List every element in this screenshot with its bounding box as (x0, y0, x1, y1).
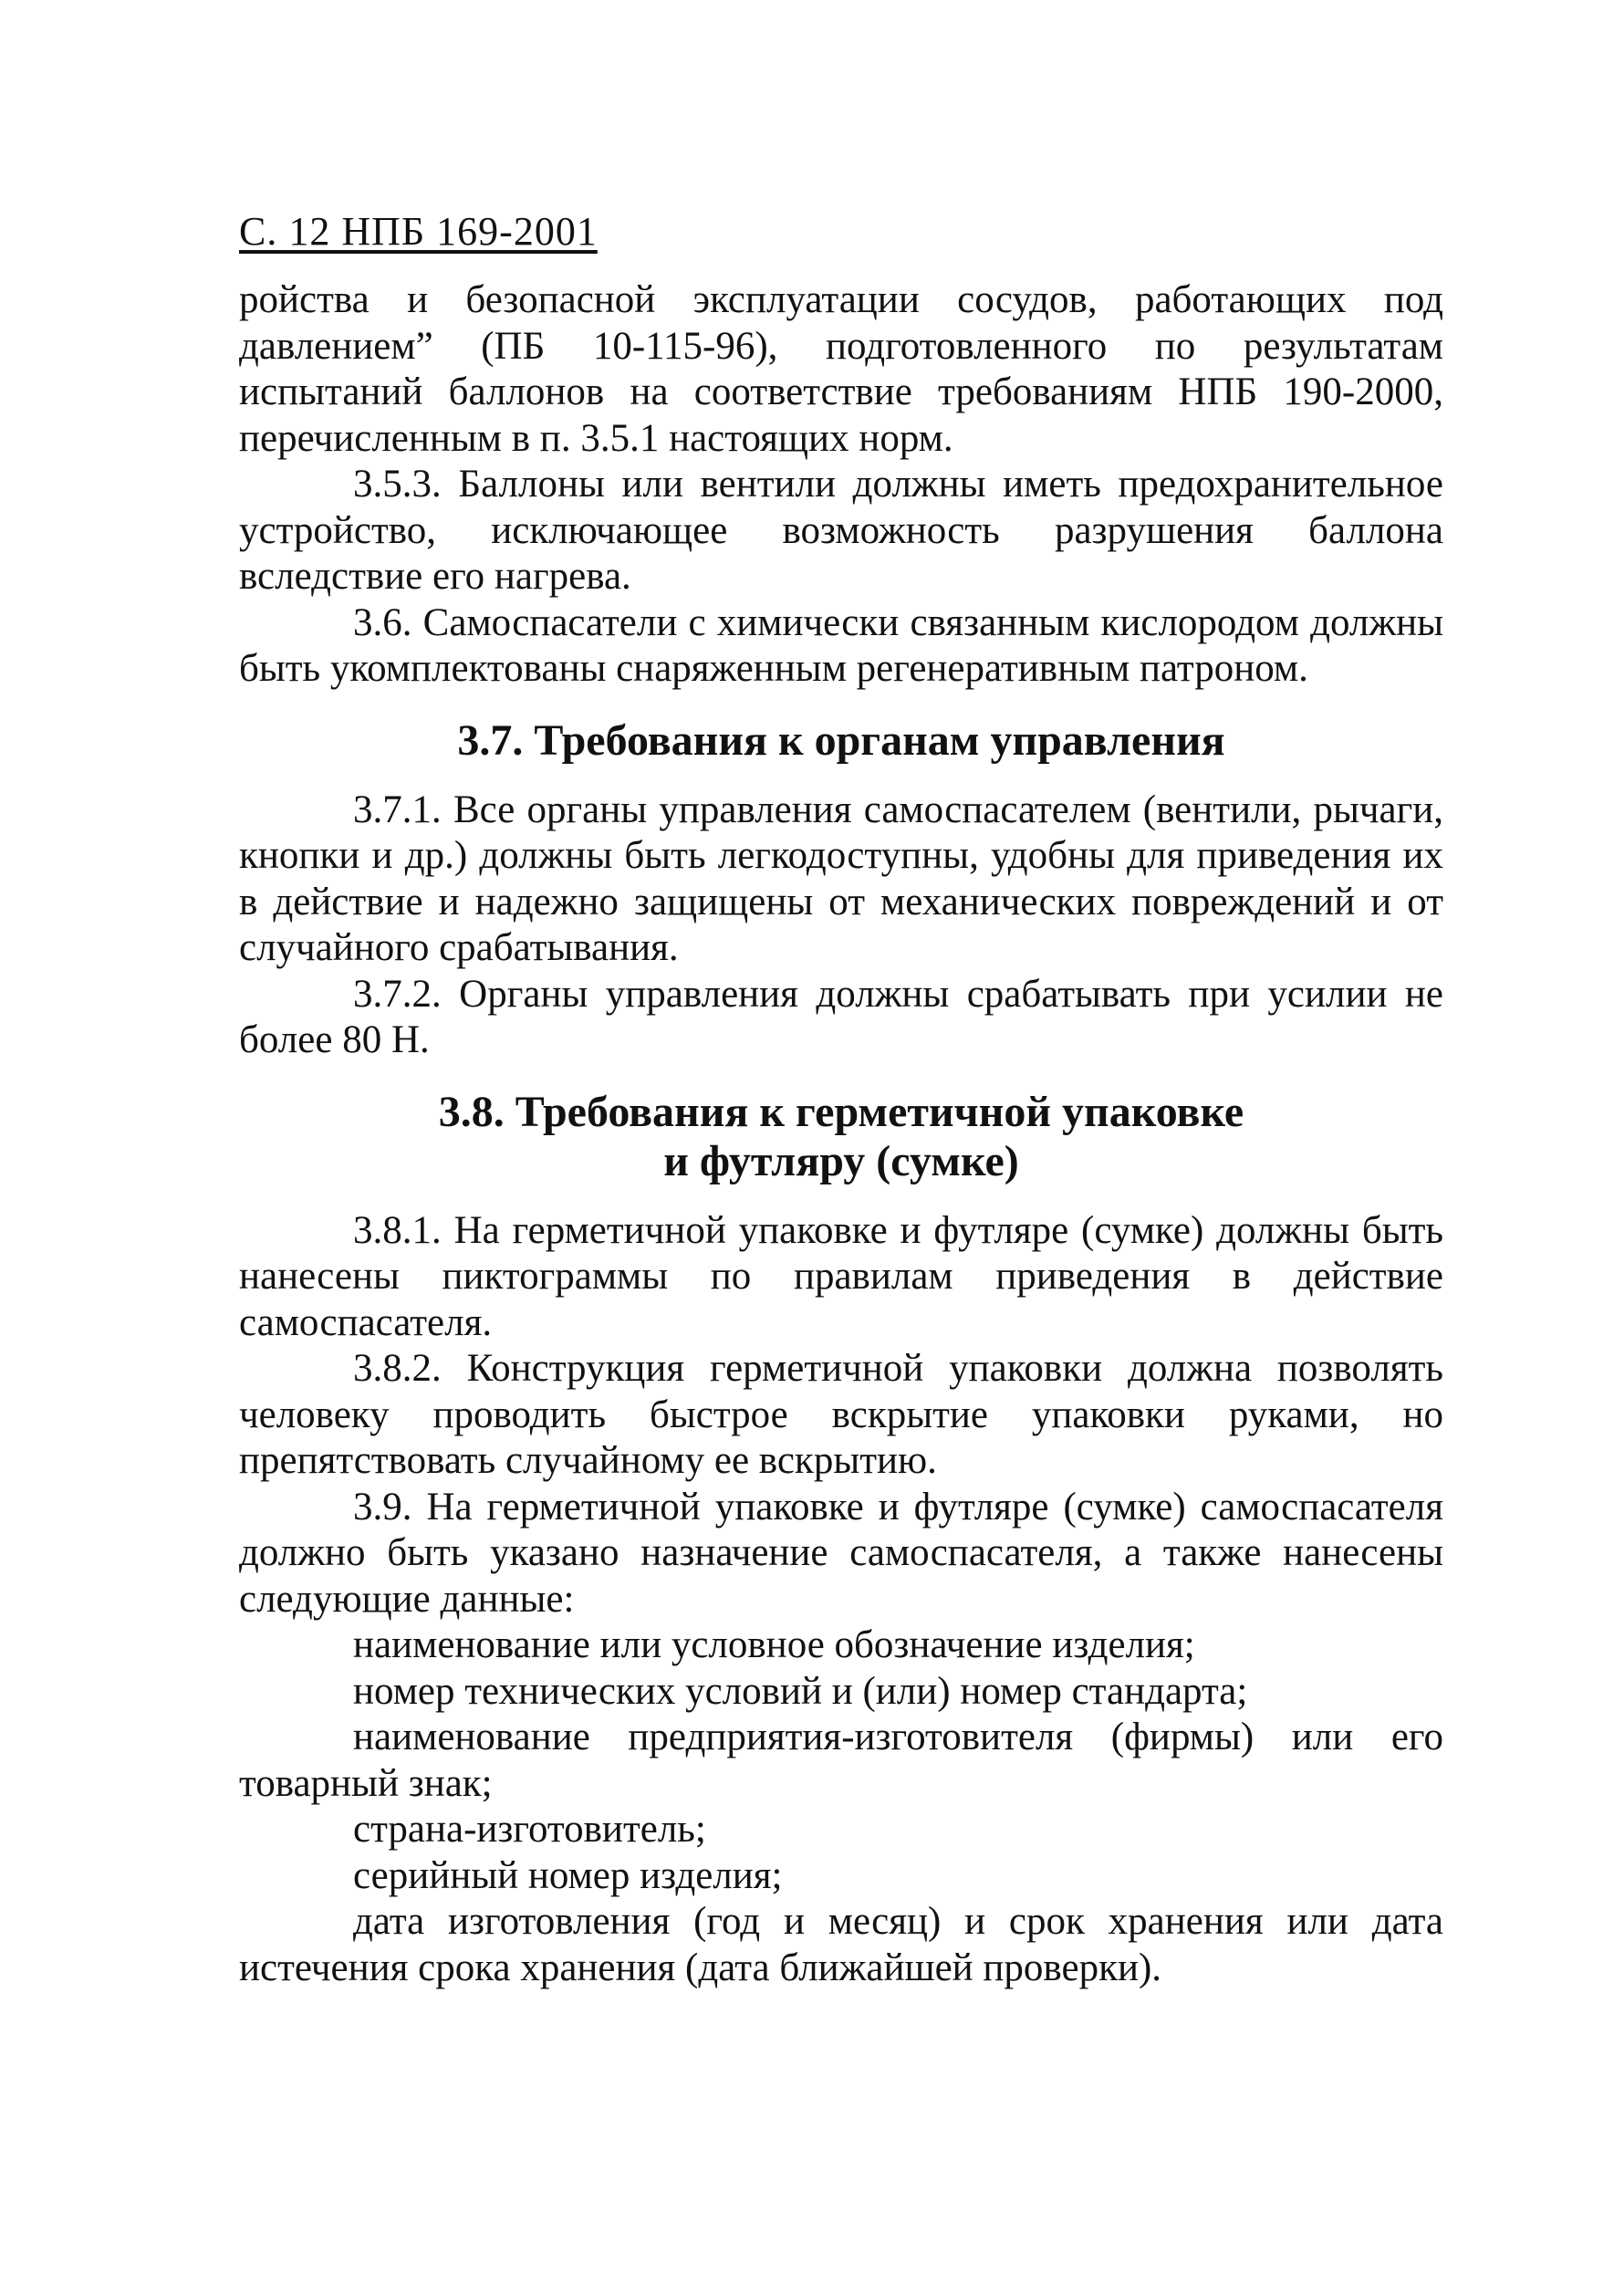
list-item: наименование или условное обозначение изделия; (353, 1623, 1195, 1666)
paragraph-3-8-2: 3.8.2. Конструкция герметичной упаковки должна позволять человеку проводить быстрое вскрытие упаковки руками, но препятствовать случайному ее вскрытию. (239, 1347, 1443, 1482)
list-item: страна-изготовитель; (353, 1808, 706, 1851)
list-item: наименование предприятия-изготовителя (фирмы) или его товарный знак; (239, 1716, 1443, 1805)
paragraph-3-7-2: 3.7.2. Органы управления должны срабатывать при усилии не более 80 Н. (239, 972, 1443, 1061)
paragraph-3-7-1: 3.7.1. Все органы управления самоспасателем (вентили, рычаги, кнопки и др.) должны быть легкодоступны, удобны для приведения их в действие и надежно защищены от механических повреждений и от случайного срабатывания. (239, 788, 1443, 969)
paragraph-continued: ройства и безопасной эксплуатации сосудов, работающих под давлением” (ПБ 10-115-96), подготовленного по результатам испытаний баллонов на соответствие требованиям НПБ 190-2000, перечисленным в п. 3.5.1 настоящих норм. (239, 278, 1443, 460)
section-heading-3-8-line1: 3.8. Требования к герметичной упаковке (438, 1087, 1244, 1136)
list-item: серийный номер изделия; (353, 1853, 783, 1897)
document-page (239, 208, 1443, 1991)
section-heading-3-7 (239, 716, 1443, 766)
list-item: номер технических условий и (или) номер стандарта; (353, 1669, 1248, 1713)
section-heading-3-8 (239, 1088, 1443, 1186)
paragraph-3-6: 3.6. Самоспасатели с химически связанным кислородом должны быть укомплектованы снаряженным регенеративным патроном. (239, 600, 1443, 690)
list-item: дата изготовления (год и месяц) и срок хранения или дата истечения срока хранения (дата ближайшей проверки). (239, 1900, 1443, 1989)
paragraph-3-9: 3.9. На герметичной упаковке и футляре (сумке) самоспасателя должно быть указано назначение самоспасателя, а также нанесены следующие данные: (239, 1485, 1443, 1621)
running-head: С. 12 НПБ 169-2001 (239, 209, 598, 254)
section-heading-3-8-line2: и футляру (сумке) (663, 1136, 1019, 1185)
paragraph-3-8-1: 3.8.1. На герметичной упаковке и футляре (сумке) должны быть нанесены пиктограммы по правилам приведения в действие самоспасателя. (239, 1208, 1443, 1344)
paragraph-3-5-3: 3.5.3. Баллоны или вентили должны иметь предохранительное устройство, исключающее возможность разрушения баллона вследствие его нагрева. (239, 463, 1443, 598)
section-heading-3-7-text: 3.7. Требования к органам управления (457, 715, 1225, 765)
